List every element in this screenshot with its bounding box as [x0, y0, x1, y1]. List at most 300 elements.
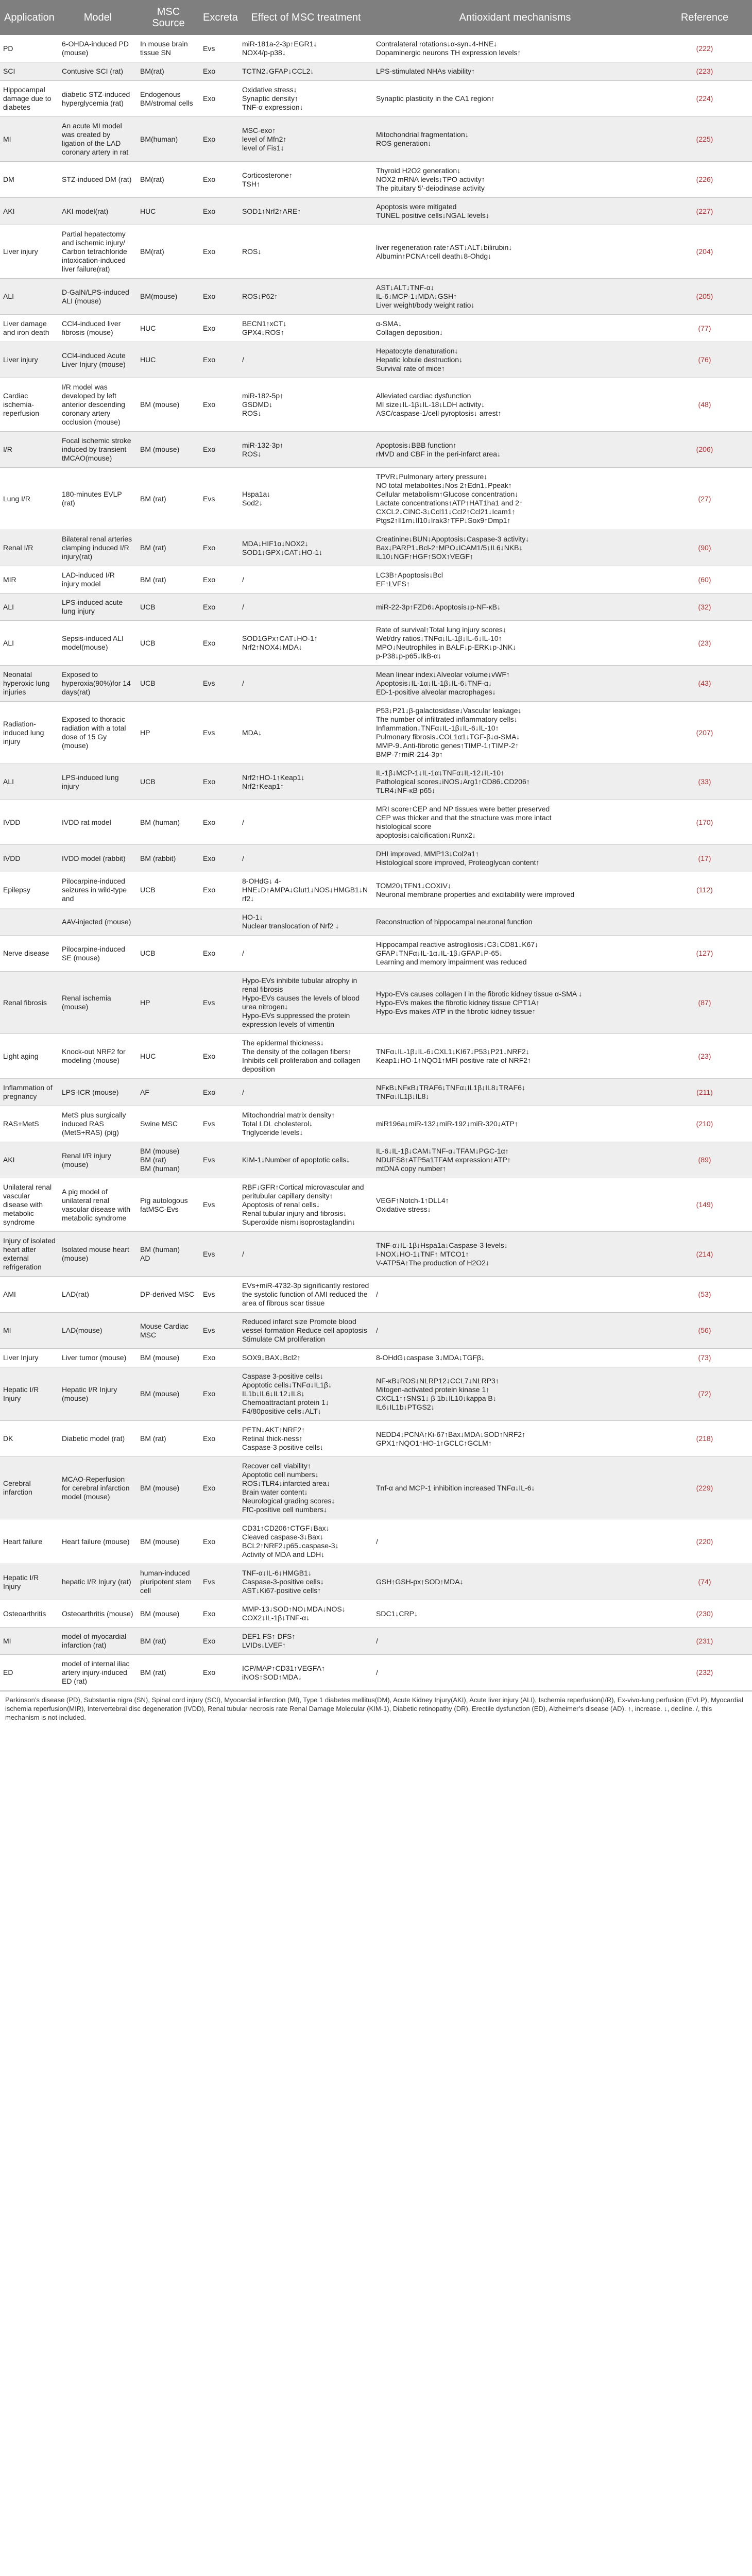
cell-effect: / — [242, 818, 244, 826]
cell-msc-source: UCB — [140, 602, 156, 611]
cell-reference[interactable]: (226) — [696, 175, 713, 183]
cell-effect: ROS↓ — [242, 247, 262, 256]
cell-mechanisms: / — [376, 1290, 378, 1298]
table-row — [0, 621, 752, 666]
cell-effect: HO-1↓ Nuclear translocation of Nrf2 ↓ — [242, 913, 339, 930]
cell-model: A pig model of unilateral renal vascular disease with metabolic syndrome — [62, 1187, 131, 1222]
cell-msc-source: BM(mouse) — [140, 292, 178, 300]
cell-model: Renal I/R injury (mouse) — [62, 1151, 111, 1168]
cell-excreta: Exo — [203, 886, 216, 894]
table-row — [0, 530, 752, 566]
table-row — [0, 666, 752, 702]
table-row — [0, 1313, 752, 1349]
cell-model: Sepsis-induced ALI model(mouse) — [62, 634, 124, 651]
cell-effect: Corticosterone↑ TSH↑ — [242, 171, 293, 188]
table-row — [0, 81, 752, 117]
cell-model: Exposed to thoracic radiation with a total dose of 15 Gy (mouse) — [62, 715, 126, 750]
cell-mechanisms: Rate of survival↑Total lung injury scores↓ Wet/dry ratios↓TNFα↓IL-1β↓IL-6↓IL-10↑ MPO↓Neutrophiles in BALF↓p-ERK↓p-JNK↓ p-P38↓p-p65↓IkB-α↓ — [376, 625, 517, 660]
cell-msc-source: BM (mouse) — [140, 1389, 180, 1398]
cell-excreta: Evs — [203, 494, 215, 503]
cell-effect: Reduced infarct size Promote blood vessel formation Reduce cell apoptosis Stimulate CM proliferation — [242, 1317, 367, 1343]
cell-msc-source: Endogenous BM/stromal cells — [140, 90, 193, 107]
cell-model: STZ-induced DM (rat) — [62, 175, 132, 183]
table-row — [0, 908, 752, 936]
cell-msc-source: UCB — [140, 949, 156, 957]
cell-msc-source: Swine MSC — [140, 1120, 178, 1128]
cell-effect: MSC-exo↑ level of Mfn2↑ level of Fis1↓ — [242, 126, 287, 152]
table-row — [0, 468, 752, 530]
cell-mechanisms: VEGF↑Notch-1↑DLL4↑ Oxidative stress↓ — [376, 1196, 449, 1213]
cell-reference[interactable]: (231) — [696, 1636, 713, 1645]
cell-msc-source: BM (rabbit) — [140, 854, 176, 862]
table-row — [0, 1367, 752, 1421]
cell-msc-source: BM (human) AD — [140, 1245, 180, 1262]
cell-application: Hepatic I/R Injury — [3, 1573, 39, 1590]
cell-reference[interactable]: (170) — [696, 818, 713, 826]
cell-msc-source: BM (mouse) BM (rat) BM (human) — [140, 1147, 180, 1173]
cell-mechanisms: LC3B↑Apoptosis↓Bcl EF↑LVFS↑ — [376, 571, 443, 588]
cell-reference[interactable]: (56) — [698, 1326, 711, 1334]
cell-excreta: Exo — [203, 1389, 216, 1398]
cell-mechanisms: miR196a↓miR-132↓miR-192↓miR-320↓ATP↑ — [376, 1120, 518, 1128]
cell-msc-source: BM (human) — [140, 818, 180, 826]
cell-reference[interactable]: (218) — [696, 1434, 713, 1443]
cell-reference[interactable]: (90) — [698, 544, 711, 552]
cell-mechanisms: Mitochondrial fragmentation↓ ROS generation↓ — [376, 130, 469, 147]
cell-reference[interactable]: (43) — [698, 679, 711, 687]
cell-mechanisms: liver regeneration rate↑AST↓ALT↓bilirubin↓ Albumin↑PCNA↑cell death↓8-Ohdg↓ — [376, 243, 512, 260]
cell-application: Hippocampal damage due to diabetes — [3, 86, 52, 111]
cell-mechanisms: GSH↑GSH-px↑SOD↑MDA↓ — [376, 1578, 464, 1586]
cell-excreta: Exo — [203, 1088, 216, 1096]
cell-msc-source: BM (mouse) — [140, 1609, 180, 1618]
cell-application: Neonatal hyperoxic lung injuries — [3, 670, 50, 696]
cell-model: D-GalN/LPS-induced ALI (mouse) — [62, 287, 129, 305]
cell-model: LPS-ICR (mouse) — [62, 1088, 119, 1096]
cell-reference[interactable]: (211) — [696, 1088, 713, 1096]
cell-excreta: Evs — [203, 1200, 215, 1209]
table-row — [0, 432, 752, 468]
cell-msc-source: UCB — [140, 638, 156, 647]
cell-mechanisms: TPVR↓Pulmonary artery pressure↓ NO total metabolites↓Nos 2↑Edn1↓Ppeak↑ Cellular metabolism↑Glucose concentration↓ Lactate concentrations↑ATP↑HAT1ha1 and 2↑ CXCL2↓CINC-3↓Ccl11↓Ccl2↑Ccl21↓Icam1↑ Ptgs2↑Il1rn↓Il10↓Irak3↑TFP↓Sox9↑Dmp1↑ — [376, 472, 523, 524]
cell-model: Diabetic model (rat) — [62, 1434, 125, 1443]
cell-reference[interactable]: (87) — [698, 998, 711, 1007]
cell-excreta: Exo — [203, 292, 216, 300]
cell-reference[interactable]: (23) — [698, 638, 711, 647]
cell-application: Renal fibrosis — [3, 998, 47, 1007]
cell-model: I/R model was developed by left anterior descending coronary artery occlusion (mouse) — [62, 383, 125, 426]
cell-model: LAD(mouse) — [62, 1326, 102, 1334]
cell-effect: / — [242, 575, 244, 584]
cell-model: Bilateral renal arteries clamping induced I/R injury(rat) — [62, 535, 132, 561]
table-row — [0, 225, 752, 279]
cell-mechanisms: Contralateral rotations↓α-syn↓4-HNE↓ Dopaminergic neurons TH expression levels↑ — [376, 40, 521, 57]
table-row — [0, 800, 752, 845]
cell-application: Epilepsy — [3, 886, 30, 894]
cell-effect: DEF1 FS↑ DFS↑ LVIDs↓LVEF↑ — [242, 1632, 296, 1649]
cell-excreta: Evs — [203, 1326, 215, 1334]
cell-reference[interactable]: (27) — [698, 494, 711, 503]
cell-effect: MDA↓ — [242, 728, 262, 737]
cell-reference[interactable]: (210) — [696, 1120, 713, 1128]
cell-model: Knock-out NRF2 for modeling (mouse) — [62, 1047, 126, 1064]
cell-application — [0, 908, 59, 936]
cell-reference[interactable]: (205) — [696, 292, 713, 300]
cell-msc-source: BM (rat) — [140, 1434, 166, 1443]
table-row — [0, 1349, 752, 1367]
cell-mechanisms: DHI improved, MMP13↓Col2a1↑ Histological score improved, Proteoglycan content↑ — [376, 850, 540, 867]
cell-excreta: Evs — [203, 1290, 215, 1298]
cell-mechanisms: / — [376, 1668, 378, 1676]
cell-reference[interactable]: (222) — [696, 44, 713, 53]
cell-msc-source: BM(rat) — [140, 247, 164, 256]
cell-excreta: Evs — [203, 1120, 215, 1128]
cell-msc-source: BM (mouse) — [140, 1483, 180, 1492]
cell-effect: / — [242, 355, 244, 364]
cell-effect: MDA↓HIF1α↓NOX2↓ SOD1↓GPX↓CAT↓HO-1↓ — [242, 539, 323, 556]
table-row — [0, 764, 752, 800]
cell-application: Cerebral infarction — [3, 1479, 32, 1496]
cell-mechanisms: TOM20↓TFN1↓COXIV↓ Neuronal membrane properties and excitability were improved — [376, 881, 575, 899]
cell-effect: / — [242, 1249, 244, 1258]
cell-model: IVDD rat model — [62, 818, 111, 826]
cell-msc-source: HUC — [140, 355, 156, 364]
cell-mechanisms: Tnf-α and MCP-1 inhibition increased TNFα↓IL-6↓ — [376, 1483, 535, 1492]
cell-application: DK — [3, 1434, 13, 1443]
cell-mechanisms: Synaptic plasticity in the CA1 region↑ — [376, 94, 495, 103]
cell-model: LPS-induced acute lung injury — [62, 598, 123, 615]
table-row — [0, 594, 752, 621]
cell-model: Renal ischemia (mouse) — [62, 994, 111, 1011]
cell-mechanisms: MRI score↑CEP and NP tissues were better preserved CEP was thicker and that the structure was more intact histological score apoptosis↓calcification↓Runx2↓ — [376, 805, 552, 839]
table-row — [0, 62, 752, 81]
cell-reference[interactable]: (127) — [696, 949, 713, 957]
cell-reference[interactable]: (206) — [696, 445, 713, 453]
cell-application: Liver damage and iron death — [3, 319, 49, 336]
cell-excreta: Evs — [203, 679, 215, 687]
cell-model: hepatic I/R Injury (rat) — [62, 1578, 131, 1586]
cell-model: CCl4-induced Acute Liver Injury (mouse) — [62, 351, 126, 368]
cell-application: Cardiac ischemia-reperfusion — [3, 392, 40, 417]
cell-reference[interactable]: (230) — [696, 1609, 713, 1618]
cell-effect: Recover cell viability↑ Apoptotic cell numbers↓ ROS↓TLR4↓infarcted area↓ Brain water content↓ Neurological grading scores↓ FfC-positive cell numbers↓ — [242, 1462, 335, 1514]
cell-mechanisms: Reconstruction of hippocampal neuronal function — [376, 917, 533, 926]
cell-msc-source: Mouse Cardiac MSC — [140, 1321, 189, 1339]
table-row — [0, 162, 752, 198]
cell-model: Osteoarthritis (mouse) — [62, 1609, 133, 1618]
cell-application: Injury of isolated heart after external refrigeration — [3, 1236, 56, 1271]
cell-excreta: Exo — [203, 355, 216, 364]
cell-model: model of internal iliac artery injury-induced ED (rat) — [62, 1659, 130, 1685]
table-row — [0, 872, 752, 908]
table-row — [0, 1142, 752, 1178]
cell-reference[interactable]: (76) — [698, 355, 711, 364]
table-row — [0, 1034, 752, 1079]
cell-excreta: Evs — [203, 1578, 215, 1586]
cell-excreta: Exo — [203, 602, 216, 611]
cell-mechanisms: Creatinine↓BUN↓Apoptosis↓Caspase-3 activity↓ Bax↓PARP1↓Bcl-2↑MPO↓ICAM1/5↓IL6↓NKB↓ IL10↓NGF↑HGF↑SOX↑VEGF↑ — [376, 535, 529, 561]
cell-effect: MMP-13↓SOD↑NO↓MDA↓NOS↓ COX2↓IL-1β↓TNF-α↓ — [242, 1605, 346, 1622]
table-row — [0, 1232, 752, 1277]
table-row — [0, 1106, 752, 1142]
cell-reference[interactable]: (60) — [698, 575, 711, 584]
cell-application: MIR — [3, 575, 16, 584]
table-row — [0, 1178, 752, 1232]
cell-application: Unilateral renal vascular disease with metabolic syndrome — [3, 1183, 52, 1226]
cell-msc-source — [137, 908, 200, 936]
cell-excreta: Exo — [203, 175, 216, 183]
cell-application: MI — [3, 134, 11, 143]
cell-model: LPS-induced lung injury — [62, 773, 119, 790]
table-row — [0, 1564, 752, 1600]
table-footnote: Parkinson’s disease (PD), Substantia nigra (SN), Spinal cord injury (SCI), Myocardial infarction (MI), Type 1 diabetes mellitus(DM), Acute Kidney Injury(AKI), Acute liver injury (ALI), Ischemia reperfusion(I/R), Ex-vivo-lung perfusion (EVLP), Myocardial ischemia reperfusion(MIR), Intervertebral disc degeneration (IVDD), Renal tubular necrosis rate Renal Damage Molecular (KIM-1), Diabetic retinopathy (DR), Erectile dysfunction (ED), Alzheimer’s disease (AD). ↑, increase. ↓, decline. /, this mechanism is not included. — [0, 1691, 752, 1728]
cell-mechanisms: IL-1β↓MCP-1↓IL-1α↓TNFα↓IL-12↓IL-10↑ Pathological scores↓iNOS↓Arg1↑CD86↓CD206↑ TLR4↓NF-κB p65↓ — [376, 769, 530, 794]
cell-effect: / — [242, 949, 244, 957]
cell-reference[interactable]: (53) — [698, 1290, 711, 1298]
cell-msc-source: BM (mouse) — [140, 1537, 180, 1546]
cell-model: LAD(rat) — [62, 1290, 89, 1298]
cell-excreta: Evs — [203, 44, 215, 53]
cell-model: Hepatic I/R Injury (mouse) — [62, 1385, 117, 1402]
table-row — [0, 566, 752, 594]
cell-effect: ICP/MAP↑CD31↑VEGFA↑ iNOS↑SOD↑MDA↓ — [242, 1664, 326, 1681]
cell-application: Renal I/R — [3, 544, 33, 552]
cell-effect: / — [242, 679, 244, 687]
cell-application: MI — [3, 1636, 11, 1645]
table-row — [0, 1457, 752, 1519]
cell-msc-source: BM (mouse) — [140, 400, 180, 409]
cell-mechanisms: AST↓ALT↓TNF-α↓ IL-6↓MCP-1↓MDA↓GSH↑ Liver weight/body weight ratio↓ — [376, 283, 475, 309]
cell-msc-source: HP — [140, 728, 150, 737]
column-header-reference: Reference — [657, 0, 752, 35]
cell-model: Pilocarpine-induced seizures in wild-type and — [62, 877, 127, 903]
cell-reference[interactable]: (149) — [696, 1200, 713, 1209]
cell-application: Liver injury — [3, 247, 38, 256]
table-row — [0, 378, 752, 432]
cell-model: Isolated mouse heart (mouse) — [62, 1245, 129, 1262]
cell-model: IVDD model (rabbit) — [62, 854, 126, 862]
cell-msc-source: HUC — [140, 207, 156, 215]
cell-mechanisms: LPS-stimulated NHAs viability↑ — [376, 67, 475, 75]
cell-model: Contusive SCI (rat) — [62, 67, 124, 75]
cell-mechanisms: SDC1↓CRP↓ — [376, 1609, 418, 1618]
cell-effect: RBF↓GFR↑Cortical microvascular and peritubular capillary density↑ Apoptosis of renal cells↓ Renal tubular injury and fibrosis↓ Superoxide nism↓isoprostaglandin↓ — [242, 1183, 364, 1226]
cell-excreta: Exo — [203, 134, 216, 143]
cell-application: ALI — [3, 777, 14, 786]
cell-mechanisms: TNFα↓IL-1β↓IL-6↓CXL1↓KI67↓P53↓P21↓NRF2↓ Keap1↓HO-1↑NQO1↑MFI positive rate of NRF2↑ — [376, 1047, 532, 1064]
cell-effect: 8-OHdG↓ 4-HNE↓D↑AMPA↓Glut1↓NOS↓HMGB1↓Nrf2↓ — [242, 877, 368, 903]
cell-excreta: Exo — [203, 638, 216, 647]
cell-reference[interactable]: (229) — [696, 1483, 713, 1492]
cell-reference[interactable]: (33) — [698, 777, 711, 786]
table-row — [0, 1628, 752, 1655]
cell-application: Hepatic I/R Injury — [3, 1385, 39, 1402]
cell-reference[interactable]: (224) — [696, 94, 713, 103]
cell-mechanisms: Hypo-EVs causes collagen I in the fibrotic kidney tissue α-SMA ↓ Hypo-EVs makes the fibrotic kidney tissue CPT1A↑ Hypo-Evs makes ATP in the fibrotic kidney tissue↑ — [376, 989, 583, 1015]
table-row — [0, 972, 752, 1034]
cell-reference[interactable]: (17) — [698, 854, 711, 862]
cell-reference[interactable]: (23) — [698, 1052, 711, 1060]
cell-application: Radiation-induced lung injury — [3, 719, 44, 745]
cell-application: ALI — [3, 602, 14, 611]
cell-msc-source: BM (rat) — [140, 1668, 166, 1676]
cell-application: ED — [3, 1668, 13, 1676]
table-row — [0, 936, 752, 972]
table-row — [0, 1655, 752, 1691]
cell-mechanisms: Apoptosis↓BBB function↑ rMVD and CBF in the peri-infarct area↓ — [376, 440, 501, 458]
table-row — [0, 35, 752, 62]
cell-reference[interactable]: (220) — [696, 1537, 713, 1546]
cell-reference[interactable]: (223) — [696, 67, 713, 75]
cell-effect: Hypo-EVs inhibite tubular atrophy in renal fibrosis Hypo-EVs causes the levels of blood urea nitrogen↓ Hypo-EVs suppressed the protein expression levels of vimentin — [242, 976, 360, 1028]
cell-msc-source: HP — [140, 998, 150, 1007]
cell-model: CCl4-induced liver fibrosis (mouse) — [62, 319, 121, 336]
cell-effect: The epidermal thickness↓ The density of the collagen fibers↑ Inhibits cell proliferation and collagen deposition — [242, 1039, 361, 1073]
cell-model: LAD-induced I/R injury model — [62, 571, 115, 588]
cell-excreta: Exo — [203, 400, 216, 409]
cell-reference[interactable]: (232) — [696, 1668, 713, 1676]
cell-mechanisms: Apoptosis were mitigated TUNEL positive cells↓NGAL levels↓ — [376, 202, 489, 219]
column-header-mechanisms: Antioxidant mechanisms — [373, 0, 657, 35]
cell-application: SCI — [3, 67, 15, 75]
cell-application: MI — [3, 1326, 11, 1334]
cell-excreta: Exo — [203, 1434, 216, 1443]
cell-mechanisms: miR-22-3p↑FZD6↓Apoptosis↓p-NF-κB↓ — [376, 602, 501, 611]
cell-reference[interactable]: (32) — [698, 602, 711, 611]
column-header-model: Model — [59, 0, 137, 35]
cell-msc-source: BM(rat) — [140, 175, 164, 183]
cell-reference[interactable]: (225) — [696, 134, 713, 143]
cell-reference[interactable] — [657, 908, 752, 936]
cell-model: MCAO-Reperfusion for cerebral infarction model (mouse) — [62, 1475, 130, 1501]
cell-msc-source: HUC — [140, 324, 156, 332]
cell-application: Inflammation of pregnancy — [3, 1083, 53, 1100]
cell-model: 6-OHDA-induced PD (mouse) — [62, 40, 129, 57]
cell-msc-source: UCB — [140, 679, 156, 687]
cell-mechanisms: Hippocampal reactive astrogliosis↓C3↓CD81↓K67↓ GFAP↓TNFα↓IL-1α↓IL-1β↓GFAP↓P-65↓ Learning and memory impairment was reduced — [376, 940, 539, 966]
table-row — [0, 1277, 752, 1313]
cell-msc-source: In mouse brain tissue SN — [140, 40, 188, 57]
cell-application: IVDD — [3, 818, 21, 826]
cell-mechanisms: Hepatocyte denaturation↓ Hepatic lobule destruction↓ Survival rate of mice↑ — [376, 347, 463, 372]
cell-msc-source: BM (mouse) — [140, 1353, 180, 1362]
cell-excreta: Exo — [203, 544, 216, 552]
cell-excreta: Exo — [203, 777, 216, 786]
cell-excreta: Evs — [203, 998, 215, 1007]
cell-effect: SOX9↓BAX↓Bcl2↑ — [242, 1353, 301, 1362]
table-header-row — [0, 0, 752, 35]
cell-model: Focal ischemic stroke induced by transient tMCAO(mouse) — [62, 436, 131, 462]
cell-msc-source: BM (rat) — [140, 1636, 166, 1645]
column-header-effect: Effect of MSC treatment — [239, 0, 373, 35]
cell-model: 180-minutes EVLP (rat) — [62, 490, 122, 507]
cell-excreta: Exo — [203, 207, 216, 215]
cell-effect: / — [242, 602, 244, 611]
cell-effect: SOD1↑Nrf2↑ARE↑ — [242, 207, 301, 215]
column-header-msc-source: MSC Source — [137, 0, 200, 35]
cell-application: I/R — [3, 445, 12, 453]
cell-excreta: Exo — [203, 1668, 216, 1676]
cell-reference[interactable]: (204) — [696, 247, 713, 256]
cell-excreta — [200, 908, 239, 936]
cell-msc-source: UCB — [140, 777, 156, 786]
cell-reference[interactable]: (48) — [698, 400, 711, 409]
cell-model: MetS plus surgically induced RAS (MetS+RAS) (pig) — [62, 1111, 126, 1137]
cell-model: diabetic STZ-induced hyperglycemia (rat) — [62, 90, 130, 107]
cell-application: AKI — [3, 207, 15, 215]
cell-effect: Caspase 3-positive cells↓ Apoptotic cells↓TNFα↓IL1β↓ IL1b↓IL6↓IL12↓IL8↓ Chemoattractant protein 1↓ F4/80positive cells↓ALT↓ — [242, 1372, 332, 1415]
cell-application: PD — [3, 44, 13, 53]
cell-msc-source: BM (rat) — [140, 575, 166, 584]
cell-effect: Hspa1a↓ Sod2↓ — [242, 490, 271, 507]
cell-msc-source: UCB — [140, 886, 156, 894]
cell-effect: / — [242, 1088, 244, 1096]
cell-reference[interactable]: (73) — [698, 1353, 711, 1362]
cell-excreta: Exo — [203, 1537, 216, 1546]
cell-msc-source: HUC — [140, 1052, 156, 1060]
cell-reference[interactable]: (77) — [698, 324, 711, 332]
cell-mechanisms: TNF-α↓IL-1β↓Hspa1a↓Caspase-3 levels↓ I-NOX↓HO-1↓TNF↑ MTCO1↑ V-ATP5A↑The production of H2O2↓ — [376, 1241, 508, 1267]
cell-mechanisms: / — [376, 1326, 378, 1334]
cell-mechanisms: IL-6↓IL-1β↓CAM↓TNF-α↓TFAM↓PGC-1α↑ NDUFS8↑ATP5a1TFAM expression↑ATP↑ mtDNA copy number↑ — [376, 1147, 511, 1173]
cell-effect: miR-132-3p↑ ROS↓ — [242, 440, 284, 458]
cell-model: Pilocarpine-induced SE (mouse) — [62, 944, 125, 962]
table-body — [0, 35, 752, 1691]
cell-reference[interactable]: (112) — [696, 886, 713, 894]
cell-model: Exposed to hyperoxia(90%)for 14 days(rat) — [62, 670, 131, 696]
cell-effect: BECN1↑xCT↓ GPX4↓ROS↑ — [242, 319, 287, 336]
cell-model: AKI model(rat) — [62, 207, 109, 215]
cell-excreta: Exo — [203, 949, 216, 957]
table-row — [0, 1600, 752, 1628]
cell-reference[interactable]: (227) — [696, 207, 713, 215]
table-row — [0, 117, 752, 162]
cell-msc-source: BM(rat) — [140, 67, 164, 75]
cell-application: Lung I/R — [3, 494, 30, 503]
cell-excreta: Exo — [203, 67, 216, 75]
table-row — [0, 1421, 752, 1457]
cell-model: Heart failure (mouse) — [62, 1537, 130, 1546]
table-row — [0, 1519, 752, 1564]
cell-reference[interactable]: (207) — [696, 728, 713, 737]
cell-model: Liver tumor (mouse) — [62, 1353, 127, 1362]
cell-mechanisms: Alleviated cardiac dysfunction MI size↓IL-1β↓IL-18↓LDH activity↓ ASC/caspase-1/cell pyroptosis↓ arrest↑ — [376, 392, 502, 417]
cell-application: AMI — [3, 1290, 16, 1298]
cell-excreta: Exo — [203, 575, 216, 584]
cell-mechanisms: NF-κB↓ROS↓NLRP12↓CCL7↓NLRP3↑ Mitogen-activated protein kinase 1↑ CXCL1↑↑SNS1↓ β 1b↓IL10↓kappa B↓ IL6↓IL1b↓PTGS2↓ — [376, 1376, 499, 1411]
cell-msc-source: human-induced pluripotent stem cell — [140, 1569, 192, 1595]
cell-effect: ROS↓P62↑ — [242, 292, 278, 300]
cell-excreta: Evs — [203, 728, 215, 737]
cell-effect: SOD1GPx↑CAT↓HO-1↑ Nrf2↑NOX4↓MDA↓ — [242, 634, 318, 651]
cell-excreta: Exo — [203, 94, 216, 103]
cell-mechanisms: / — [376, 1636, 378, 1645]
column-header-application: Application — [0, 0, 59, 35]
cell-effect: KIM-1↓Number of apoptotic cells↓ — [242, 1156, 350, 1164]
cell-excreta: Exo — [203, 1609, 216, 1618]
cell-reference[interactable]: (89) — [698, 1156, 711, 1164]
cell-reference[interactable]: (214) — [696, 1249, 713, 1258]
cell-model: AAV-injected (mouse) — [62, 917, 131, 926]
cell-mechanisms: NFκB↓NFκB↓TRAF6↓TNFα↓IL1β↓IL8↓TRAF6↓ TNFα↓IL1β↓IL8↓ — [376, 1083, 525, 1100]
cell-effect: EVs+miR-4732-3p significantly restored the systolic function of AMI reduced the area of fibrous scar tissue — [242, 1281, 369, 1307]
cell-application: AKI — [3, 1156, 15, 1164]
cell-msc-source: BM (mouse) — [140, 445, 180, 453]
cell-reference[interactable]: (72) — [698, 1389, 711, 1398]
table-row — [0, 342, 752, 378]
cell-reference[interactable]: (74) — [698, 1578, 711, 1586]
cell-effect: Oxidative stress↓ Synaptic density↑ TNF-α expression↓ — [242, 86, 303, 111]
